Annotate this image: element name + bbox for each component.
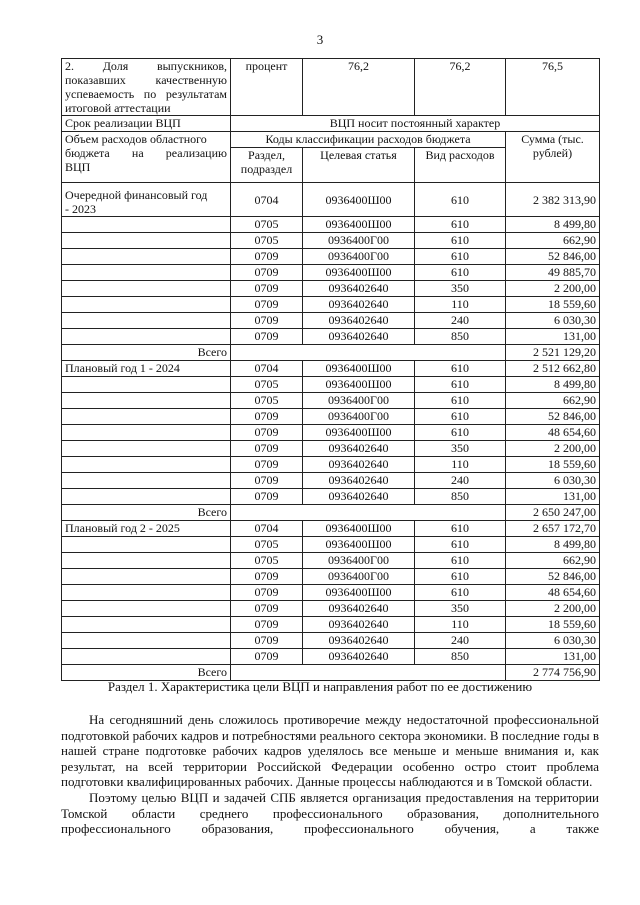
section-cell: 0704 — [231, 183, 303, 217]
period-label-empty — [62, 329, 231, 345]
target-cell: 0936400Ш00 — [303, 585, 415, 601]
kind-cell: 350 — [415, 281, 506, 297]
sum-cell: 18 559,60 — [506, 617, 600, 633]
target-cell: 0936400Ш00 — [303, 361, 415, 377]
sum-cell: 131,00 — [506, 489, 600, 505]
table-row — [62, 425, 600, 441]
sum-cell: 2 200,00 — [506, 441, 600, 457]
graduates-label: 2. Доля выпускников, показавших качественную успеваемость по результатам итоговой аттестации — [62, 59, 231, 116]
sum-cell: 48 654,60 — [506, 585, 600, 601]
section-cell: 0705 — [231, 217, 303, 233]
sum-cell: 662,90 — [506, 553, 600, 569]
section-cell: 0709 — [231, 425, 303, 441]
kind-cell: 110 — [415, 617, 506, 633]
table-row — [62, 183, 600, 217]
table-row — [62, 553, 600, 569]
target-cell: 0936402640 — [303, 441, 415, 457]
section-cell: 0709 — [231, 281, 303, 297]
period-label-empty — [62, 297, 231, 313]
table-row — [62, 361, 600, 377]
period-label-empty — [62, 217, 231, 233]
section-heading: Раздел 1. Характеристика цели ВЦП и направления работ по ее достижению — [107, 679, 533, 694]
sum-cell: 8 499,80 — [506, 217, 600, 233]
sum-cell: 6 030,30 — [506, 473, 600, 489]
table-row — [62, 457, 600, 473]
sum-cell: 18 559,60 — [506, 457, 600, 473]
section-cell: 0709 — [231, 585, 303, 601]
kind-cell: 610 — [415, 249, 506, 265]
table-row — [62, 441, 600, 457]
section-cell: 0705 — [231, 233, 303, 249]
target-cell: 0936402640 — [303, 633, 415, 649]
target-cell: 0936400Г00 — [303, 553, 415, 569]
target-cell: 0936402640 — [303, 617, 415, 633]
target-cell: 0936400Ш00 — [303, 377, 415, 393]
kind-cell: 240 — [415, 473, 506, 489]
table-row — [62, 377, 600, 393]
volume-label: Объем расходов областного бюджета на реализацию ВЦП — [62, 132, 231, 183]
table-row — [62, 329, 600, 345]
graduates-value-2: 76,2 — [415, 59, 506, 116]
period-label-empty — [62, 441, 231, 457]
kind-cell: 110 — [415, 457, 506, 473]
total-row — [62, 345, 600, 361]
period-label-empty — [62, 457, 231, 473]
kind-cell: 610 — [415, 233, 506, 249]
body-text — [61, 712, 599, 837]
table-row — [62, 601, 600, 617]
period-label-empty — [62, 409, 231, 425]
total-value: 2 650 247,00 — [506, 505, 600, 521]
period-label-empty — [62, 633, 231, 649]
header-row-1 — [62, 132, 600, 148]
total-empty — [231, 345, 506, 361]
sum-cell: 2 200,00 — [506, 601, 600, 617]
target-cell: 0936400Г00 — [303, 393, 415, 409]
sum-cell: 131,00 — [506, 649, 600, 665]
target-cell: 0936402640 — [303, 489, 415, 505]
target-header: Целевая статья — [303, 148, 415, 183]
kind-cell: 850 — [415, 329, 506, 345]
table-row — [62, 233, 600, 249]
graduates-value-3: 76,5 — [506, 59, 600, 116]
section-header: Раздел, подраздел — [231, 148, 303, 183]
sum-cell: 2 512 662,80 — [506, 361, 600, 377]
target-cell: 0936400Ш00 — [303, 521, 415, 537]
section-cell: 0709 — [231, 441, 303, 457]
kind-cell: 610 — [415, 361, 506, 377]
graduates-unit: процент — [231, 59, 303, 116]
target-cell: 0936402640 — [303, 281, 415, 297]
section-cell: 0709 — [231, 329, 303, 345]
sum-cell: 52 846,00 — [506, 569, 600, 585]
section-cell: 0704 — [231, 361, 303, 377]
period-label-empty — [62, 233, 231, 249]
sum-cell: 6 030,30 — [506, 313, 600, 329]
kind-cell: 850 — [415, 489, 506, 505]
kind-cell: 610 — [415, 537, 506, 553]
section-cell: 0705 — [231, 553, 303, 569]
kind-header: Вид расходов — [415, 148, 506, 183]
period-label-empty — [62, 313, 231, 329]
period-label-empty — [62, 489, 231, 505]
table-row — [62, 569, 600, 585]
total-label: Всего — [62, 665, 231, 681]
section-cell: 0709 — [231, 601, 303, 617]
kind-cell: 350 — [415, 441, 506, 457]
target-cell: 0936400Г00 — [303, 569, 415, 585]
total-label: Всего — [62, 505, 231, 521]
target-cell: 0936400Г00 — [303, 233, 415, 249]
period-label-empty — [62, 281, 231, 297]
paragraph-2: Поэтому целью ВЦП и задачей СПБ является организация предоставления на территории Томской области среднего профессионального образования, дополнительного профессионального образования, профессионального обучения, а также — [61, 789, 599, 837]
section-cell: 0705 — [231, 377, 303, 393]
budget-table — [61, 58, 600, 681]
period-label-empty — [62, 601, 231, 617]
period-label-empty — [62, 649, 231, 665]
table-row — [62, 281, 600, 297]
sum-cell: 2 657 172,70 — [506, 521, 600, 537]
page-number: 3 — [316, 32, 324, 47]
target-cell: 0936402640 — [303, 329, 415, 345]
period-label-empty — [62, 537, 231, 553]
section-cell: 0709 — [231, 617, 303, 633]
target-cell: 0936402640 — [303, 473, 415, 489]
table-row — [62, 521, 600, 537]
sum-cell: 49 885,70 — [506, 265, 600, 281]
section-cell: 0709 — [231, 569, 303, 585]
graduates-value-1: 76,2 — [303, 59, 415, 116]
kind-cell: 610 — [415, 521, 506, 537]
period-label: Плановый год 2 - 2025 — [62, 521, 231, 537]
table-row — [62, 633, 600, 649]
section-cell: 0705 — [231, 393, 303, 409]
total-empty — [231, 505, 506, 521]
target-cell: 0936400Г00 — [303, 249, 415, 265]
period-label-empty — [62, 569, 231, 585]
sum-cell: 18 559,60 — [506, 297, 600, 313]
paragraph-1: На сегодняшний день сложилось противоречие между недостаточной профессиональной подготовкой рабочих кадров и потребностями реального сектора экономики. В последние годы в нашей стране подготовке рабочих кадров уделялось все меньше и меньше внимания и, как результат, на всей территории Российской Федерации особенно остро стоит проблема подготовки квалифицированных рабочих. Данные процессы наблюдаются и в Томской области. — [61, 712, 599, 790]
target-cell: 0936400Ш00 — [303, 265, 415, 281]
kind-cell: 610 — [415, 217, 506, 233]
kind-cell: 610 — [415, 553, 506, 569]
target-cell: 0936402640 — [303, 313, 415, 329]
section-cell: 0709 — [231, 649, 303, 665]
sum-cell: 48 654,60 — [506, 425, 600, 441]
period-label-empty — [62, 617, 231, 633]
target-cell: 0936400Ш00 — [303, 425, 415, 441]
total-row — [62, 505, 600, 521]
period-label-empty — [62, 249, 231, 265]
section-cell: 0704 — [231, 521, 303, 537]
target-cell: 0936402640 — [303, 457, 415, 473]
target-cell: 0936400Ш00 — [303, 183, 415, 217]
section-cell: 0709 — [231, 265, 303, 281]
table-row — [62, 249, 600, 265]
kind-cell: 610 — [415, 393, 506, 409]
graduates-row — [62, 59, 600, 116]
kind-cell: 110 — [415, 297, 506, 313]
total-value: 2 521 129,20 — [506, 345, 600, 361]
section-cell: 0709 — [231, 633, 303, 649]
section-cell: 0709 — [231, 489, 303, 505]
period-label: Очередной финансовый год - 2023 — [62, 183, 231, 217]
section-cell: 0709 — [231, 249, 303, 265]
period-label-empty — [62, 473, 231, 489]
table-row — [62, 649, 600, 665]
sum-cell: 662,90 — [506, 393, 600, 409]
section-cell: 0705 — [231, 537, 303, 553]
target-cell: 0936400Г00 — [303, 409, 415, 425]
kind-cell: 610 — [415, 425, 506, 441]
sum-cell: 2 382 313,90 — [506, 183, 600, 217]
kind-cell: 350 — [415, 601, 506, 617]
table-row — [62, 313, 600, 329]
section-cell: 0709 — [231, 313, 303, 329]
target-cell: 0936402640 — [303, 601, 415, 617]
section-cell: 0709 — [231, 409, 303, 425]
term-value: ВЦП носит постоянный характер — [231, 116, 600, 132]
sum-cell: 6 030,30 — [506, 633, 600, 649]
sum-cell: 662,90 — [506, 233, 600, 249]
codes-label: Коды классификации расходов бюджета — [231, 132, 506, 148]
table-row — [62, 585, 600, 601]
period-label-empty — [62, 553, 231, 569]
kind-cell: 610 — [415, 585, 506, 601]
sum-cell: 52 846,00 — [506, 249, 600, 265]
period-label-empty — [62, 377, 231, 393]
table-row — [62, 393, 600, 409]
period-label: Плановый год 1 - 2024 — [62, 361, 231, 377]
kind-cell: 610 — [415, 569, 506, 585]
sum-cell: 8 499,80 — [506, 537, 600, 553]
kind-cell: 610 — [415, 183, 506, 217]
period-label-empty — [62, 425, 231, 441]
period-label-empty — [62, 585, 231, 601]
kind-cell: 850 — [415, 649, 506, 665]
kind-cell: 610 — [415, 409, 506, 425]
kind-cell: 610 — [415, 265, 506, 281]
section-cell: 0709 — [231, 473, 303, 489]
sum-cell: 131,00 — [506, 329, 600, 345]
target-cell: 0936400Ш00 — [303, 217, 415, 233]
table-row — [62, 489, 600, 505]
period-label-empty — [62, 265, 231, 281]
total-label: Всего — [62, 345, 231, 361]
sum-cell: 8 499,80 — [506, 377, 600, 393]
total-value: 2 774 756,90 — [506, 665, 600, 681]
table-row — [62, 297, 600, 313]
sum-label: Сумма (тыс. рублей) — [506, 132, 600, 183]
term-row — [62, 116, 600, 132]
table-row — [62, 265, 600, 281]
kind-cell: 240 — [415, 633, 506, 649]
kind-cell: 610 — [415, 377, 506, 393]
table-row — [62, 409, 600, 425]
target-cell: 0936400Ш00 — [303, 537, 415, 553]
section-cell: 0709 — [231, 457, 303, 473]
table-row — [62, 617, 600, 633]
target-cell: 0936402640 — [303, 649, 415, 665]
term-label: Срок реализации ВЦП — [62, 116, 231, 132]
kind-cell: 240 — [415, 313, 506, 329]
period-label-empty — [62, 393, 231, 409]
table-row — [62, 217, 600, 233]
sum-cell: 52 846,00 — [506, 409, 600, 425]
section-cell: 0709 — [231, 297, 303, 313]
sum-cell: 2 200,00 — [506, 281, 600, 297]
table-row — [62, 537, 600, 553]
table-row — [62, 473, 600, 489]
target-cell: 0936402640 — [303, 297, 415, 313]
